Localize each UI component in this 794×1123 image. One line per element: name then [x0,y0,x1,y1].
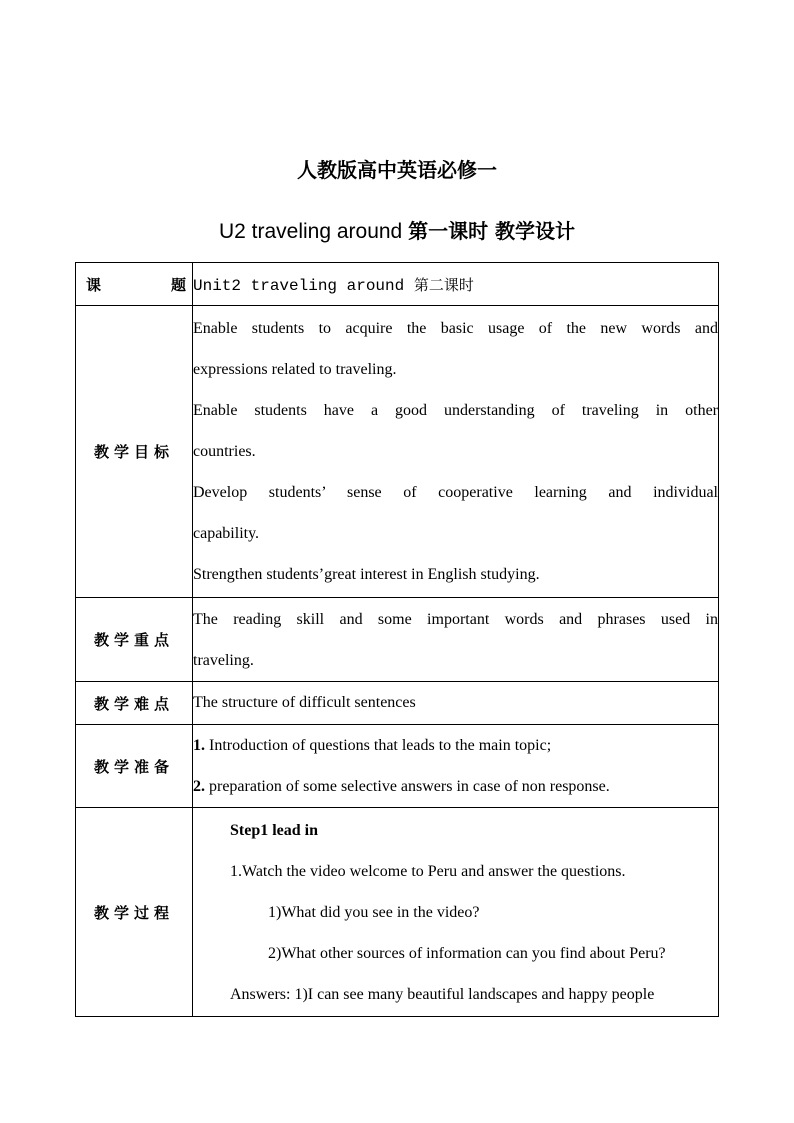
subtitle-english: U2 traveling around [218,220,403,243]
prep-item [193,766,718,807]
label-preparation: 教学准备 [76,725,193,808]
process-question: 2)What other sources of information can you find about Peru? [268,944,666,962]
goal-line: Strengthen students’great interest in English studying. [193,566,540,583]
key-point-line: traveling. [193,651,254,669]
prep-text: preparation of some selective answers in case of non response. [209,778,610,795]
goal-line: expressions related to traveling. [193,361,397,378]
value-preparation [193,725,719,808]
value-process [193,808,719,1017]
goal-line: capability. [193,525,260,542]
process-answers: Answers: 1)I can see many beautiful landscapes and happy people [230,985,655,1003]
row-difficulties [76,682,719,725]
label-topic-text: 课 题 [86,275,186,294]
process-question: 1)What did you see in the video? [268,903,480,921]
value-topic [193,263,719,306]
label-key-points: 教学重点 [76,598,193,682]
goal-line: Enable students have a good understanding of traveling in other [193,402,718,419]
row-topic [76,263,719,306]
value-difficulties: The structure of difficult sentences [193,682,719,725]
label-process: 教学过程 [76,808,193,1017]
row-goals [76,306,719,598]
value-key-points [193,598,719,682]
label-goals: 教学目标 [76,306,193,598]
goal-line: Enable students to acquire the basic usage of the new words and [193,320,718,337]
prep-item [193,725,718,766]
value-goals [193,306,719,598]
row-preparation [76,725,719,808]
lesson-plan-table [75,262,719,1017]
prep-text: Introduction of questions that leads to the main topic; [209,737,552,754]
document-title: 人教版高中英语必修一 [297,158,497,182]
row-process [76,808,719,1017]
label-topic [76,263,193,306]
step-title: Step1 lead in [230,821,319,839]
label-difficulties: 教学难点 [76,682,193,725]
goal-line: countries. [193,443,256,460]
prep-number: 2. [193,778,205,795]
row-key-points [76,598,719,682]
topic-english: Unit2 traveling around [193,276,405,295]
subtitle-chinese: 第一课时 教学设计 [408,219,576,243]
process-task: 1.Watch the video welcome to Peru and answer the questions. [230,862,626,880]
key-point-line: The reading skill and some important words and phrases used in [193,610,718,628]
goal-line: Develop students’ sense of cooperative learning and individual [193,484,718,501]
topic-chinese: 第二课时 [413,275,474,294]
prep-number: 1. [193,737,205,754]
document-subtitle [0,215,794,244]
